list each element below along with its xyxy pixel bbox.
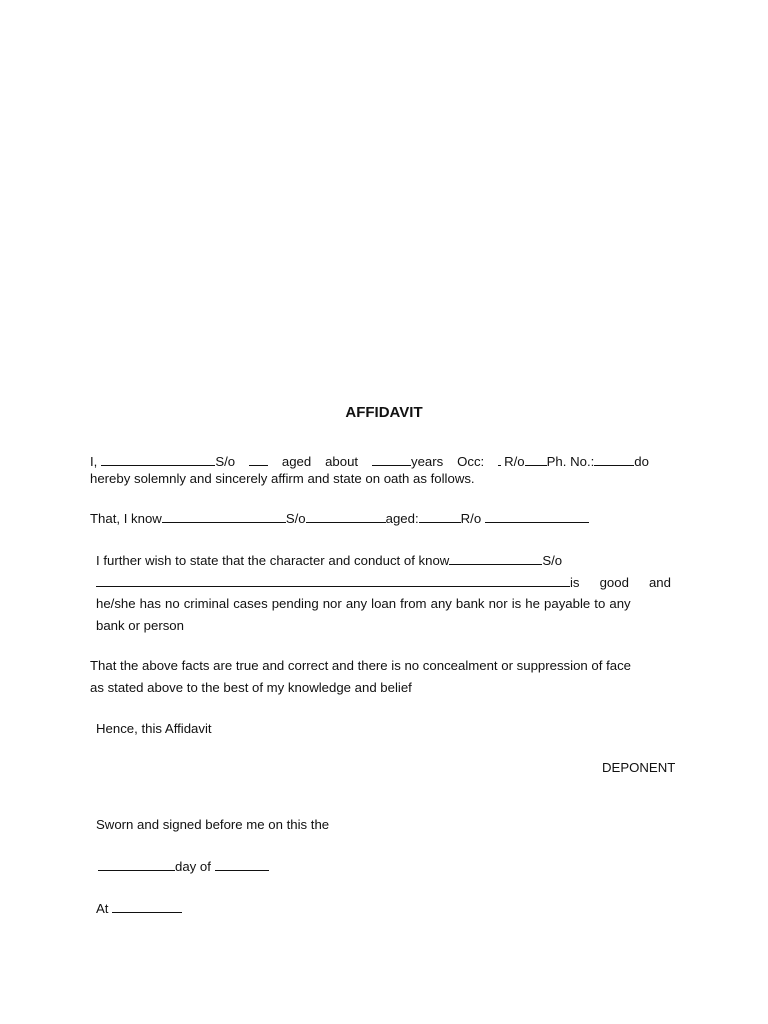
facts-statement-line-1: That the above facts are true and correct and there is no concealment or suppression of face [90, 658, 631, 673]
that-i-know-text: That, I know [90, 511, 162, 526]
character-person-blank [449, 551, 542, 565]
oath-statement-line: hereby solemnly and sincerely affirm and state on oath as follows. [90, 471, 475, 486]
character-statement-line-2 [96, 573, 671, 592]
day-of-label: day of [175, 859, 211, 874]
known-person-aged-label: aged: [385, 511, 419, 526]
declarant-details-line [90, 452, 649, 471]
occupation-blank [498, 452, 501, 466]
character-son-of-label: S/o [542, 553, 563, 568]
residence-segment [498, 452, 649, 471]
son-of-label: S/o [215, 454, 236, 469]
declarant-name-blank [101, 452, 215, 466]
known-person-residence-blank [485, 509, 589, 523]
good-text: good [599, 575, 629, 590]
known-person-father-blank [306, 509, 386, 523]
is-text: is [570, 575, 580, 590]
do-text: do [634, 454, 649, 469]
deponent-label: DEPONENT [602, 760, 676, 775]
place-line [96, 899, 182, 918]
known-person-age-blank [419, 509, 461, 523]
character-statement-line-1 [96, 551, 562, 570]
character-father-blank [96, 573, 570, 587]
hence-affidavit-text: Hence, this Affidavit [96, 721, 212, 736]
father-name-blank [249, 452, 268, 466]
day-blank [98, 857, 175, 871]
month-blank [215, 857, 269, 871]
known-person-line [90, 509, 589, 528]
known-person-resident-label: R/o [460, 511, 482, 526]
sworn-statement: Sworn and signed before me on this the [96, 817, 330, 832]
about-label: about [325, 454, 359, 469]
place-blank [112, 899, 182, 913]
known-person-name-blank [162, 509, 286, 523]
phone-blank [594, 452, 634, 466]
and-text: and [648, 575, 671, 590]
at-label: At [96, 901, 109, 916]
facts-statement-line-2: as stated above to the best of my knowledge and belief [90, 680, 412, 695]
declarant-name-segment [90, 452, 235, 471]
years-label: years [410, 454, 444, 469]
residence-blank [525, 452, 547, 466]
age-segment [372, 452, 443, 471]
intro-text: I, [90, 454, 98, 469]
known-person-son-of-label: S/o [285, 511, 306, 526]
document-title: AFFIDAVIT [345, 404, 423, 421]
character-statement-line-4: bank or person [96, 618, 184, 633]
character-father-segment [96, 573, 580, 592]
occupation-label: Occ: [457, 454, 485, 469]
character-statement-text: I further wish to state that the character and conduct of know [96, 553, 450, 568]
date-line [98, 857, 269, 876]
age-blank [372, 452, 411, 466]
resident-of-label: R/o [504, 454, 525, 469]
phone-label: Ph. No.: [546, 454, 595, 469]
father-name-segment [249, 452, 268, 471]
character-statement-line-3: he/she has no criminal cases pending nor any loan from any bank nor is he payable to any [96, 596, 631, 611]
aged-label: aged [281, 454, 312, 469]
